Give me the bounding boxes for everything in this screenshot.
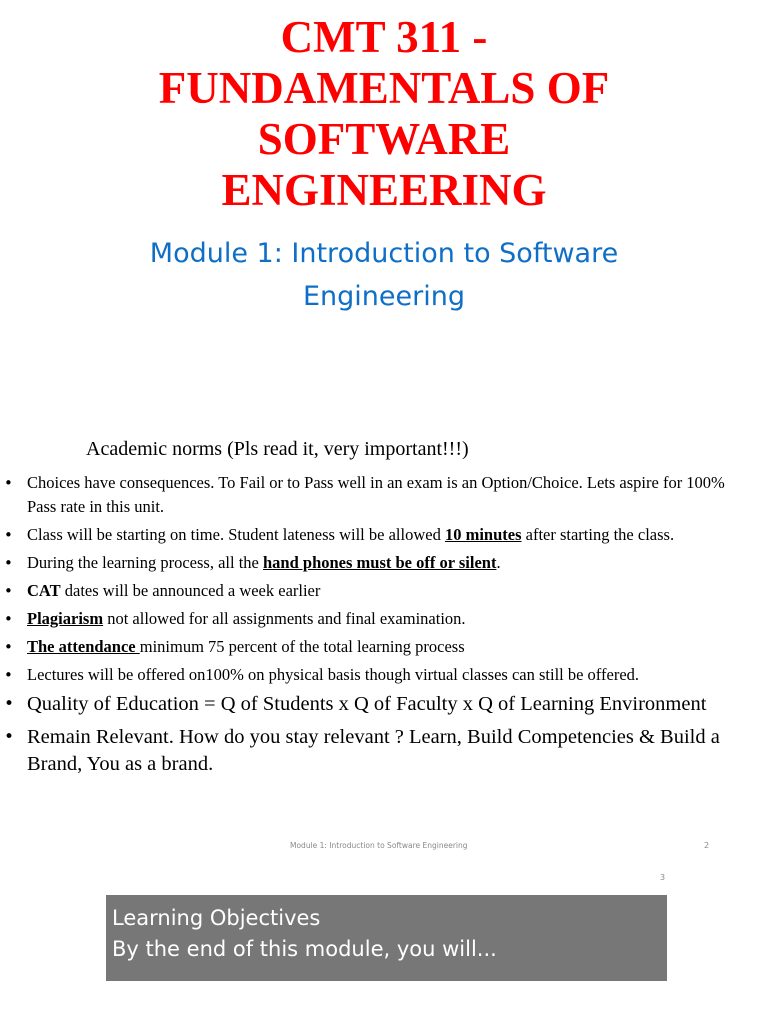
- slide-footer: Module 1: Introduction to Software Engineering: [290, 841, 468, 850]
- item-text: minimum 75 percent of the total learning process: [139, 637, 465, 656]
- bullet-icon: •: [4, 582, 13, 600]
- list-item: [0, 471, 768, 519]
- bullet-icon: •: [4, 666, 13, 684]
- page-number: 2: [704, 841, 710, 850]
- item-text: Class will be starting on time. Student lateness will be allowed: [27, 525, 445, 544]
- bullet-icon: •: [4, 610, 13, 628]
- list-item: [0, 635, 768, 659]
- item-text: Choices have consequences. To Fail or to Pass well in an exam is an Option/Choice. Lets aspire for 100% Pass rate in this unit.: [27, 473, 725, 516]
- objectives-subtitle: By the end of this module, you will...: [112, 937, 497, 961]
- item-emphasis: Plagiarism: [27, 609, 104, 628]
- bullet-icon: •: [4, 638, 13, 656]
- subtitle-line: Engineering: [303, 281, 465, 312]
- bullet-icon: •: [4, 554, 13, 572]
- item-text: dates will be announced a week earlier: [60, 581, 321, 600]
- bullet-icon: •: [4, 694, 15, 714]
- item-text: During the learning process, all the: [27, 553, 263, 572]
- list-item: [0, 663, 768, 687]
- slide-title: [0, 12, 768, 216]
- title-line: SOFTWARE: [257, 114, 511, 164]
- norms-list: [0, 471, 768, 784]
- item-emphasis: The attendance: [27, 637, 140, 656]
- item-text: Lectures will be offered on100% on physical basis though virtual classes can still be offered.: [27, 665, 640, 684]
- norms-heading: Academic norms (Pls read it, very important!!!): [86, 438, 469, 460]
- bullet-icon: •: [4, 727, 15, 747]
- item-text: Quality of Education = Q of Students x Q of Faculty x Q of Learning Environment: [27, 693, 707, 715]
- learning-objectives-box: [106, 895, 667, 981]
- item-emphasis: CAT: [27, 581, 61, 600]
- objectives-title: Learning Objectives: [112, 906, 321, 930]
- item-emphasis: 10 minutes: [444, 525, 522, 544]
- list-item: [0, 579, 768, 603]
- item-text: not allowed for all assignments and final examination.: [103, 609, 466, 628]
- list-item: [0, 691, 768, 718]
- bullet-icon: •: [4, 474, 13, 492]
- subtitle-line: Module 1: Introduction to Software: [149, 238, 619, 269]
- bullet-icon: •: [4, 526, 13, 544]
- item-text: after starting the class.: [521, 525, 675, 544]
- list-item: [0, 607, 768, 631]
- list-item: [0, 523, 768, 547]
- title-line: CMT 311 -: [280, 12, 488, 62]
- item-emphasis: hand phones must be off or silent: [262, 553, 497, 572]
- item-text: Remain Relevant. How do you stay relevant ? Learn, Build Competencies & Build a Brand, You as a brand.: [27, 726, 720, 775]
- title-line: ENGINEERING: [221, 165, 547, 215]
- title-line: FUNDAMENTALS OF: [158, 63, 610, 113]
- page-number: 3: [660, 873, 666, 882]
- item-text: .: [496, 553, 501, 572]
- list-item: [0, 724, 768, 778]
- module-subtitle: [0, 232, 768, 318]
- list-item: [0, 551, 768, 575]
